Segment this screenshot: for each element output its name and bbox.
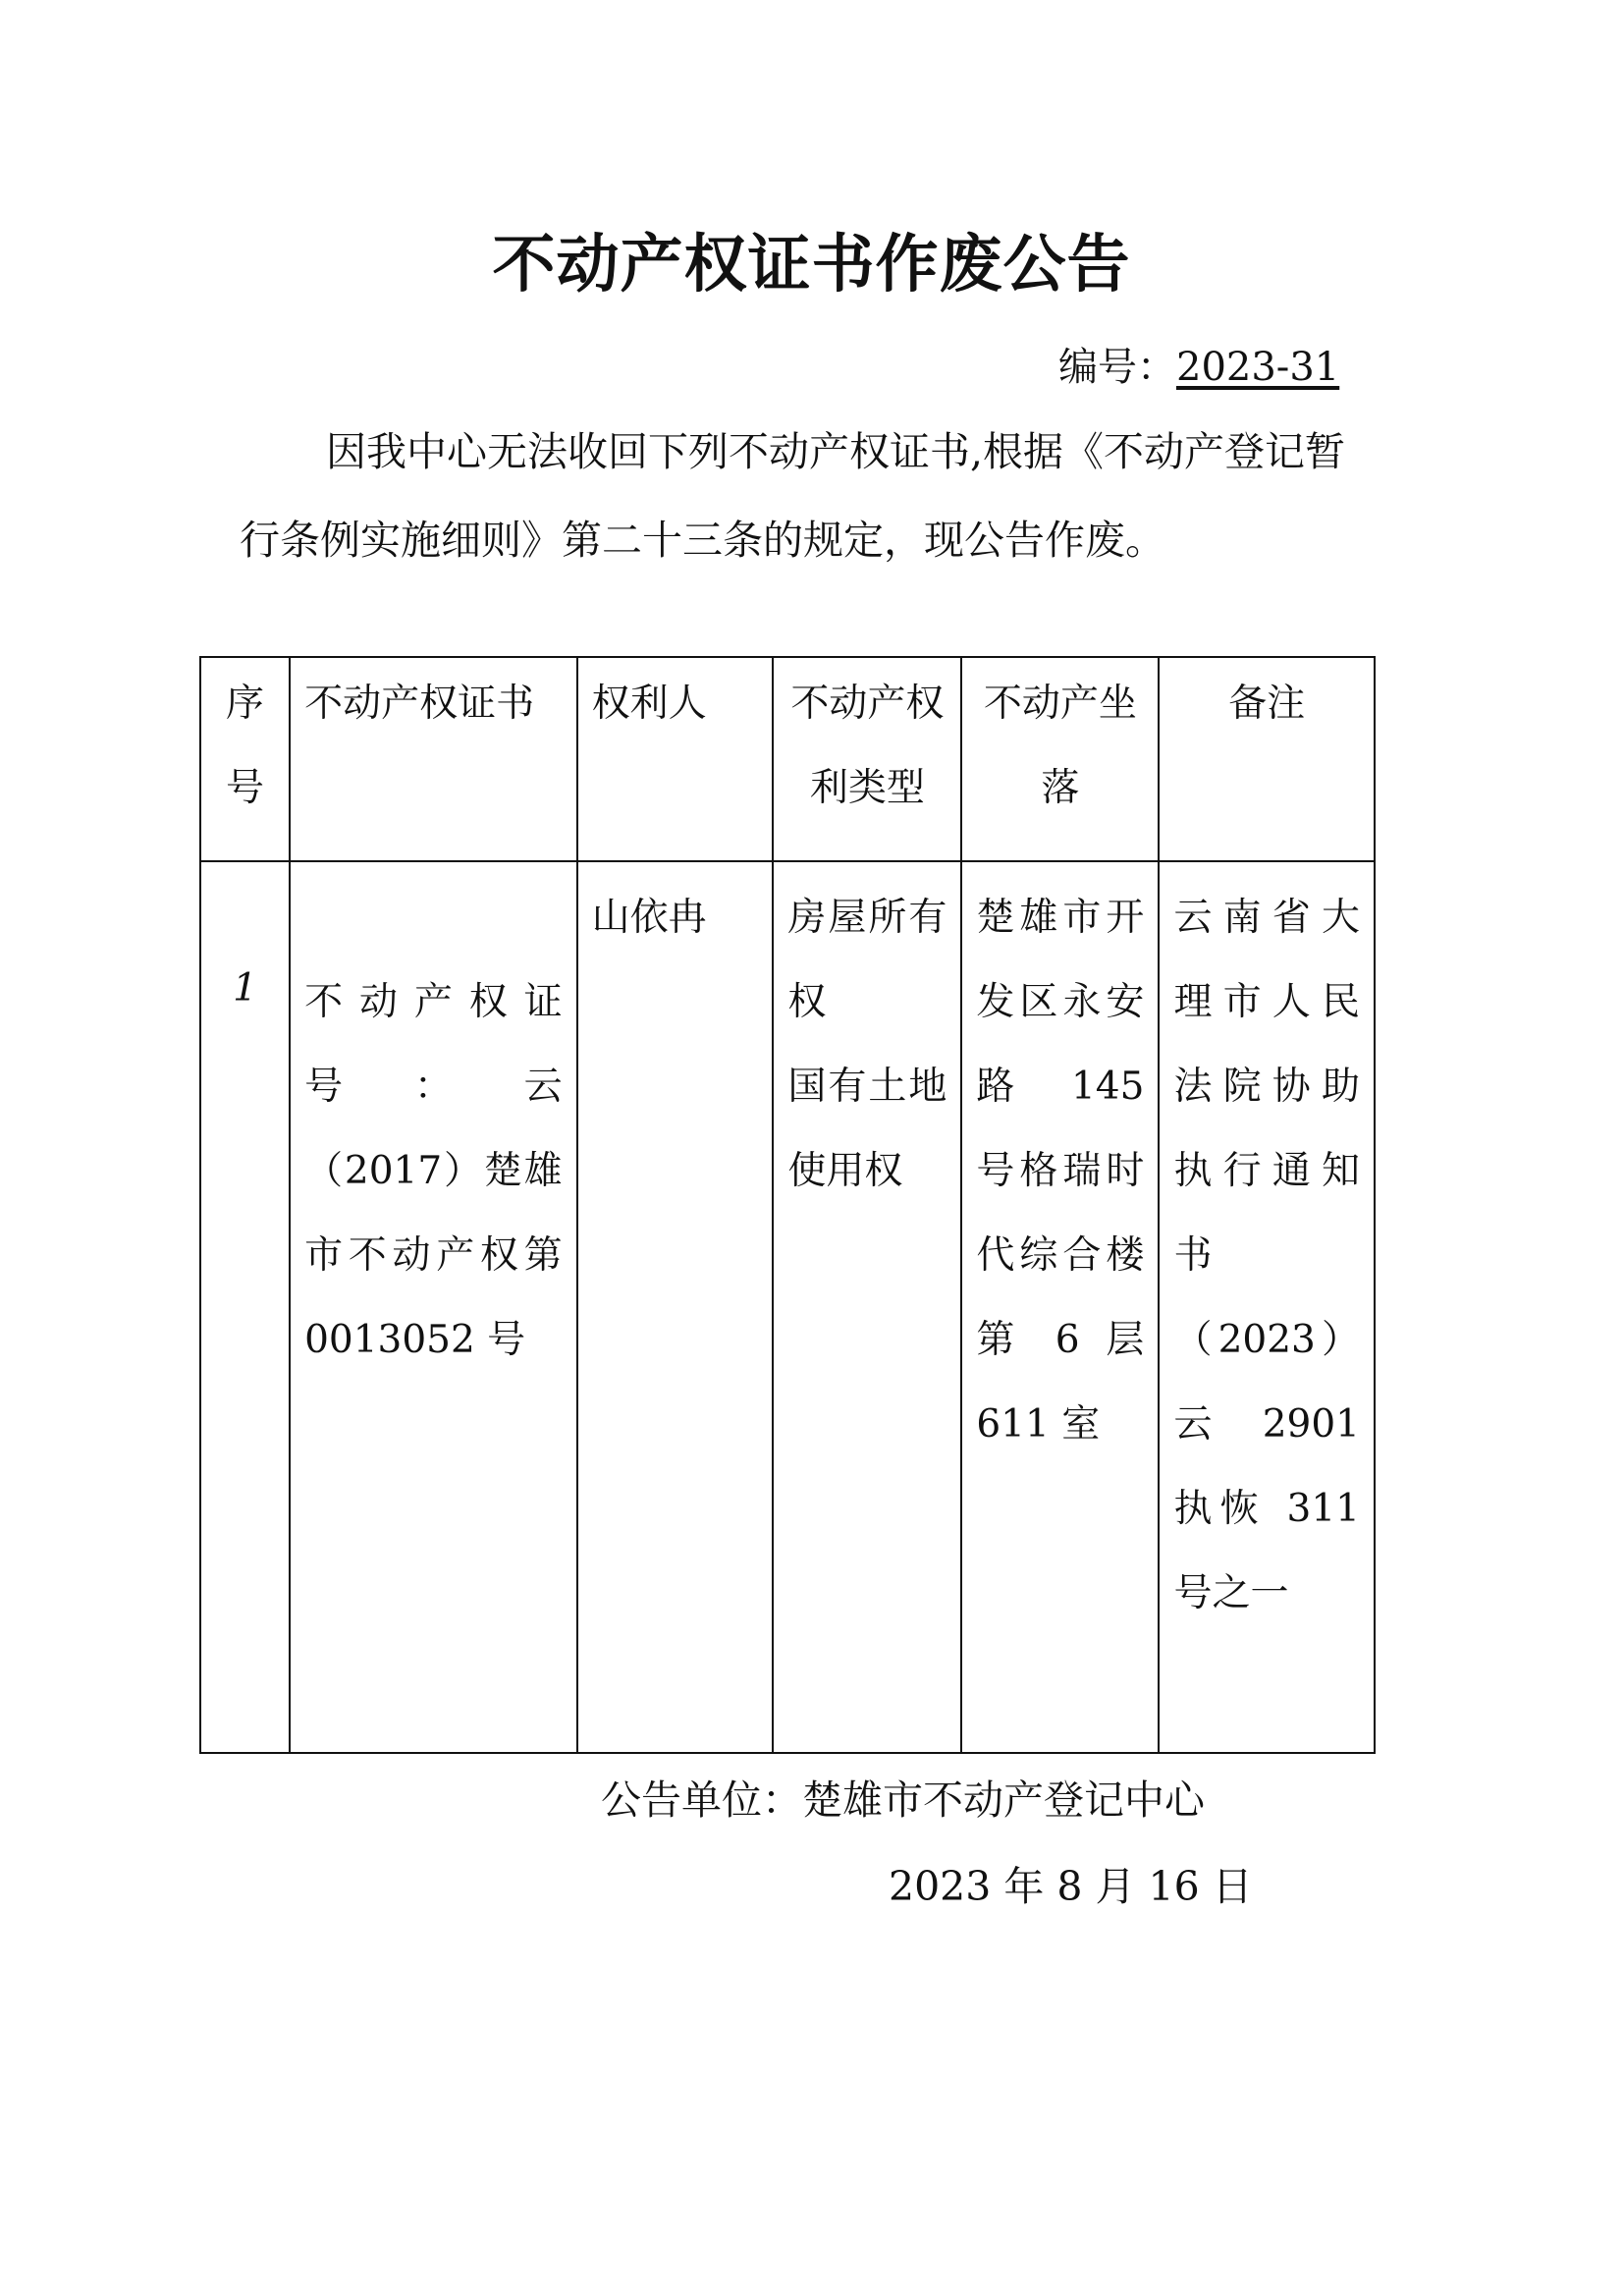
cell-index: [200, 861, 290, 1753]
remarks-text: 云南省大理市人民法院协助执行通知书（2023）云 2901 执恢 311 号之一: [1173, 896, 1360, 1615]
cell-holder: [577, 861, 774, 1753]
cell-remarks: [1159, 861, 1375, 1753]
document-number-value: 2023-31: [1176, 345, 1340, 390]
header-right-type: [773, 657, 961, 861]
table-header-row: [200, 657, 1375, 861]
header-holder-label: 权利人: [591, 682, 707, 726]
header-remarks-label: 备注: [1228, 682, 1306, 726]
certificate-table: [199, 656, 1376, 1754]
table-row: [200, 861, 1375, 1753]
header-certificate-label: 不动产权证书: [304, 682, 535, 726]
cell-right-type: [773, 861, 961, 1753]
header-remarks: [1159, 657, 1375, 861]
header-location-label: 不动产坐 落: [983, 682, 1137, 810]
header-index: [200, 657, 290, 861]
document-number-label: 编号：: [1058, 345, 1176, 390]
header-index-label: 序号: [226, 682, 265, 810]
holder-name: 山依冉: [591, 896, 707, 940]
right-type-2: 国有土地使用权: [787, 1065, 947, 1193]
row-index: 1: [233, 966, 257, 1011]
document-number: [1058, 336, 1339, 392]
right-type-1: 房屋所有权: [787, 896, 947, 1024]
header-right-type-label: 不动产权利类型: [790, 682, 945, 810]
header-certificate: [290, 657, 577, 861]
issue-date: 2023 年 8 月 16 日: [889, 1863, 1253, 1910]
property-location: 楚雄市开发区永安路 145 号格瑞时代综合楼第 6 层 611 室: [976, 896, 1145, 1447]
cell-location: [961, 861, 1159, 1753]
cell-certificate: [290, 861, 577, 1753]
issuing-unit: 公告单位：楚雄市不动产登记中心: [601, 1777, 1205, 1824]
page-title: 不动产权证书作废公告: [492, 229, 1131, 301]
header-location: [961, 657, 1159, 861]
notice-paragraph: 因我中心无法收回下列不动产权证书,根据《不动产登记暂行条例实施细则》第二十三条的规定，现公告作废。: [240, 428, 1346, 564]
certificate-number: 不动产权证号：云（2017）楚雄市不动产权第 0013052 号: [304, 980, 563, 1362]
header-holder: [577, 657, 774, 861]
